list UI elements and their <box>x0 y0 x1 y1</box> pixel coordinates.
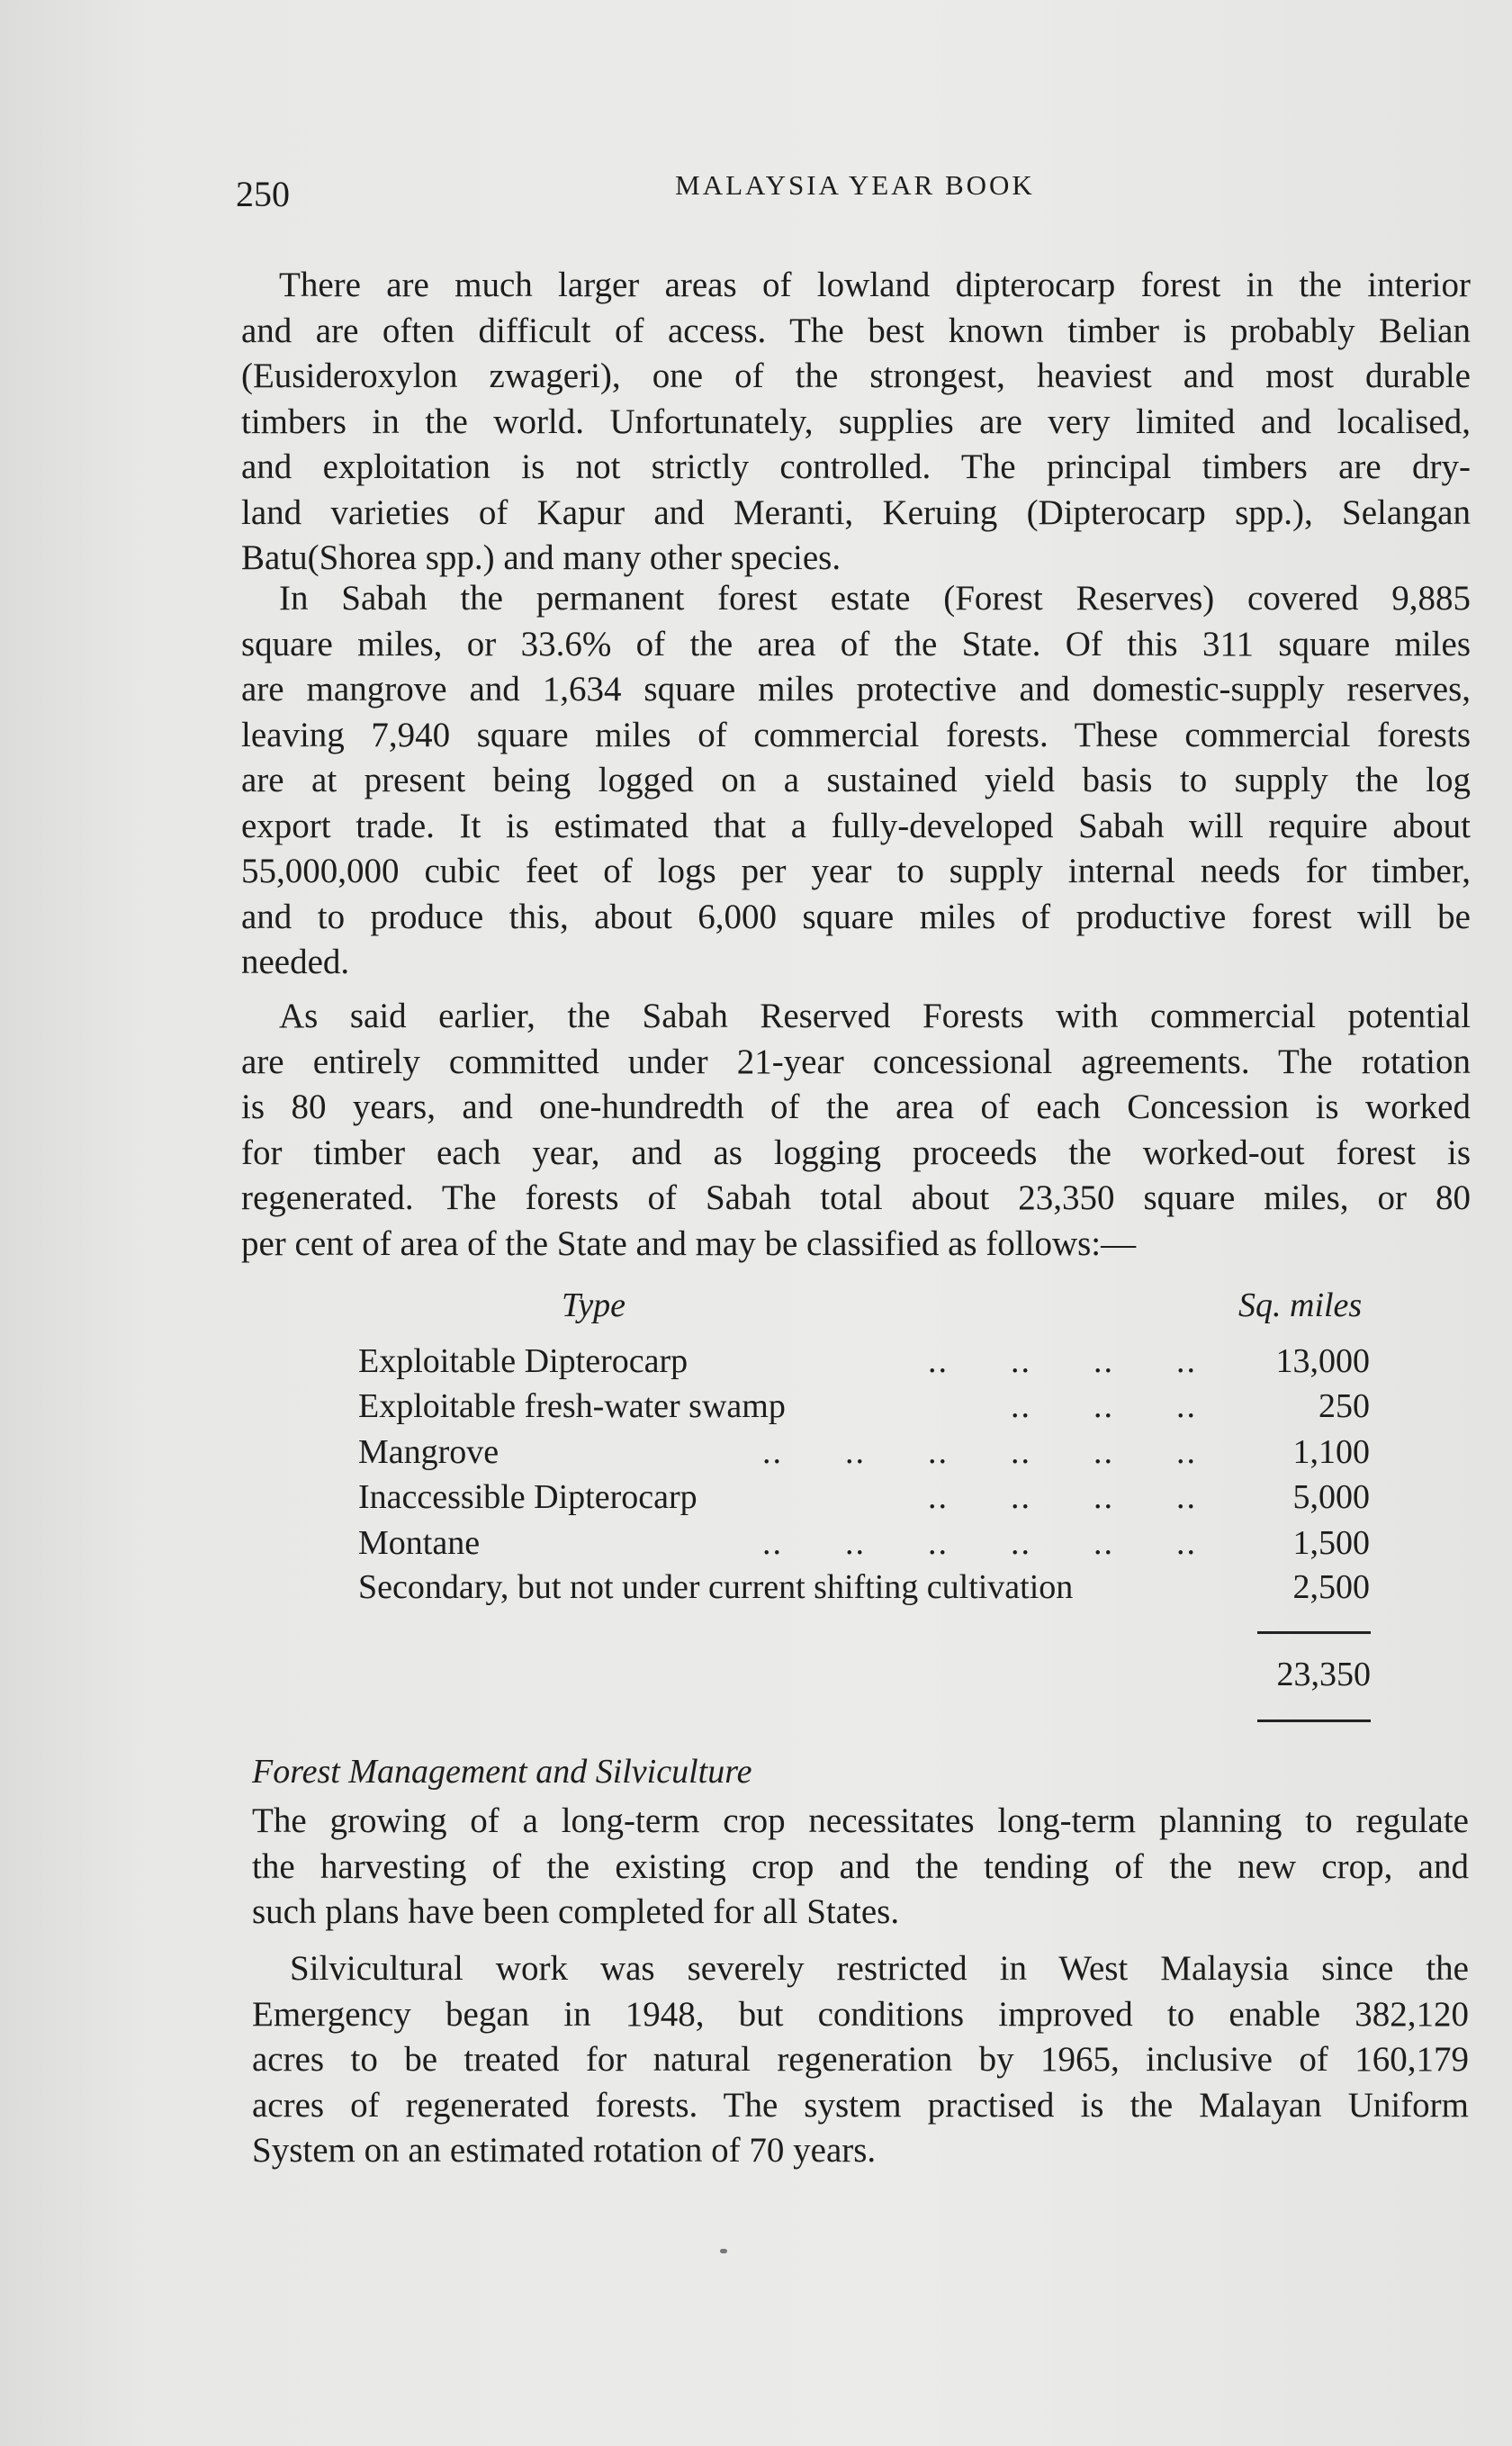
table-row <box>358 1386 1370 1431</box>
table-row <box>358 1432 1370 1477</box>
table-header-type: Type <box>562 1286 626 1324</box>
text-line: Emergency began in 1948, but conditions improved to enable 382,120 <box>252 1994 1469 2034</box>
text-line: leaving 7,940 square miles of commercial forests. These commercial forests <box>241 715 1471 754</box>
row-value: 13,000 <box>1275 1342 1370 1380</box>
text-line: the harvesting of the existing crop and the tending of the new crop, and <box>252 1846 1469 1886</box>
text-line: Batu(Shorea spp.) and many other species. <box>241 538 842 577</box>
text-line: There are much larger areas of lowland dipterocarp forest in the interior <box>279 266 1471 304</box>
paragraph-sabah-forest-estate <box>241 576 1471 986</box>
total-rule-top <box>1257 1631 1371 1634</box>
paragraph-silvicultural-work <box>252 1946 1469 2174</box>
running-title: MALAYSIA YEAR BOOK <box>675 169 1035 201</box>
text-line: are at present being logged on a sustained yield basis to supply the log <box>241 761 1471 799</box>
text-line: and to produce this, about 6,000 square miles of productive forest will be <box>241 897 1471 936</box>
leader-dots: .. .. .. .. <box>928 1478 1197 1516</box>
text-line: acres of regenerated forests. The system practised is the Malayan Uniform <box>252 2085 1469 2125</box>
text-line: for timber each year, and as logging proceeds the worked-out forest is <box>241 1133 1471 1172</box>
print-speck <box>720 2249 727 2253</box>
text-line: System on an estimated rotation of 70 years. <box>252 2131 877 2170</box>
row-type: Exploitable fresh-water swamp <box>358 1387 786 1425</box>
table-total: 23,350 <box>1276 1656 1371 1693</box>
row-type: Inaccessible Dipterocarp <box>358 1478 698 1516</box>
table-row <box>358 1523 1370 1568</box>
paragraph-lowland-forest <box>241 263 1471 582</box>
leader-dots: .. .. .. <box>1011 1387 1197 1425</box>
text-line: land varieties of Kapur and Meranti, Keruing (Dipterocarp spp.), Selangan <box>241 492 1471 532</box>
leader-dots: .. .. .. .. .. .. <box>762 1433 1197 1471</box>
row-value: 1,100 <box>1292 1433 1370 1471</box>
text-line: regenerated. The forests of Sabah total about 23,350 square miles, or 80 <box>241 1178 1471 1217</box>
text-line: and exploitation is not strictly controlled. The principal timbers are dry- <box>241 447 1471 486</box>
row-type: Secondary, but not under current shifting cultivation <box>358 1568 1074 1606</box>
page-number: 250 <box>236 174 290 214</box>
text-line: export trade. It is estimated that a fully-developed Sabah will require about <box>241 806 1471 845</box>
text-line: As said earlier, the Sabah Reserved Forests with commercial potential <box>279 997 1471 1035</box>
text-line: are mangrove and 1,634 square miles protective and domestic-supply reserves, <box>241 670 1471 709</box>
text-line: 55,000,000 cubic feet of logs per year to supply internal needs for timber, <box>241 852 1471 890</box>
section-heading: Forest Management and Silviculture <box>252 1753 752 1791</box>
row-type: Mangrove <box>358 1433 500 1471</box>
text-line: such plans have been completed for all States. <box>252 1892 900 1931</box>
row-value: 5,000 <box>1292 1478 1370 1516</box>
text-line: (Eusideroxylon zwageri), one of the strongest, heaviest and most durable <box>241 357 1471 395</box>
text-line: per cent of area of the State and may be classified as follows:— <box>241 1223 1137 1263</box>
row-value: 1,500 <box>1292 1524 1370 1562</box>
leader-dots: .. .. .. .. <box>928 1342 1197 1380</box>
text-line: and are often difficult of access. The best known timber is probably Belian <box>241 311 1471 350</box>
row-type: Exploitable Dipterocarp <box>358 1342 688 1380</box>
paragraph-forest-management <box>252 1799 1469 1936</box>
table-row <box>358 1341 1370 1386</box>
text-line: Silvicultural work was severely restricted in West Malaysia since the <box>290 1949 1469 1988</box>
table-header-sq-miles: Sq. miles <box>1238 1286 1363 1324</box>
text-line: needed. <box>241 943 350 981</box>
row-type: Montane <box>358 1524 481 1562</box>
text-line: are entirely committed under 21-year concessional agreements. The rotation <box>241 1042 1471 1081</box>
table-row <box>358 1477 1370 1522</box>
text-line: The growing of a long-term crop necessitates long-term planning to regulate <box>252 1801 1469 1840</box>
text-line: is 80 years, and one-hundredth of the area of each Concession is worked <box>241 1088 1471 1126</box>
row-value: 250 <box>1318 1387 1370 1425</box>
text-line: In Sabah the permanent forest estate (Forest Reserves) covered 9,885 <box>279 579 1471 618</box>
text-line: acres to be treated for natural regeneration by 1965, inclusive of 160,179 <box>252 2040 1469 2079</box>
text-line: square miles, or 33.6% of the area of the State. Of this 311 square miles <box>241 624 1471 663</box>
leader-dots: .. .. .. .. .. .. <box>762 1524 1197 1562</box>
total-rule-bottom <box>1257 1719 1371 1722</box>
table-row <box>358 1567 1370 1612</box>
row-value: 2,500 <box>1292 1568 1370 1606</box>
text-line: timbers in the world. Unfortunately, supplies are very limited and localised, <box>241 402 1471 441</box>
paragraph-sabah-reserved-forests <box>241 994 1471 1267</box>
